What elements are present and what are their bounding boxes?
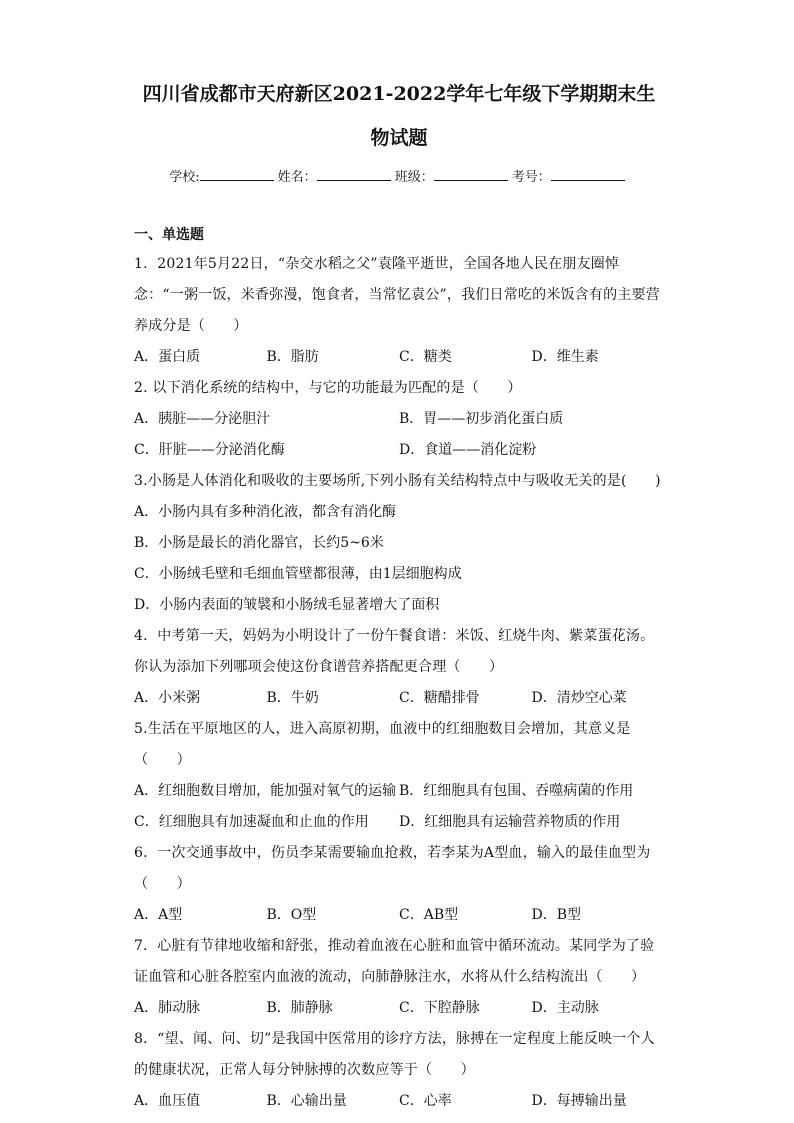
option-b: B．肺静脉 xyxy=(266,1000,333,1016)
options-row xyxy=(134,404,664,435)
option-a: A．A型 xyxy=(134,907,183,923)
question-text: 6．一次交通事故中，伤员李某需要输血抢救，若李某为A型血，输入的最佳血型为（ ） xyxy=(134,845,651,892)
question-5 xyxy=(134,714,664,838)
question-8 xyxy=(134,1024,664,1117)
option-d: D．主动脉 xyxy=(531,1000,599,1016)
options-row xyxy=(134,1086,664,1117)
class-blank xyxy=(434,168,508,181)
question-3 xyxy=(134,466,664,621)
option-a: A．胰脏——分泌胆汁 xyxy=(134,411,271,427)
number-blank xyxy=(551,168,625,181)
name-label: 姓名： xyxy=(277,170,317,185)
option-d: D．清炒空心菜 xyxy=(531,690,627,706)
question-6 xyxy=(134,838,664,931)
question-1 xyxy=(134,249,664,373)
number-label: 考号： xyxy=(511,170,551,185)
question-7 xyxy=(134,931,664,1024)
option-c: C．红细胞具有加速凝血和止血的作用 xyxy=(134,814,369,830)
class-label: 班级： xyxy=(394,170,434,185)
options-row xyxy=(134,776,664,807)
question-text: 4．中考第一天，妈妈为小明设计了一份午餐食谱：米饭、红烧牛肉、紫菜蛋花汤。你认为添加下列哪项会使这份食谱营养搭配更合理（ ） xyxy=(134,628,655,675)
option-d: D．食道——消化淀粉 xyxy=(399,442,537,458)
options-row xyxy=(134,900,664,931)
option-d: D．每搏输出量 xyxy=(531,1093,627,1109)
question-text: 5.生活在平原地区的人，进入高原初期，血液中的红细胞数目会增加，其意义是（ ） xyxy=(134,721,631,768)
option-b: B．脂肪 xyxy=(266,349,319,365)
option-c: C．肝脏——分泌消化酶 xyxy=(134,442,285,458)
option-c: C．心率 xyxy=(399,1093,452,1109)
school-blank xyxy=(200,168,274,181)
question-4 xyxy=(134,621,664,714)
option-a: A．血压值 xyxy=(134,1093,201,1109)
option-a: A．肺动脉 xyxy=(134,1000,201,1016)
school-label: 学校: xyxy=(169,170,200,185)
question-text: 8．“望、闻、问、切”是我国中医常用的诊疗方法，脉搏在一定程度上能反映一个人的健康状况，正常人每分钟脉搏的次数应等于（ ） xyxy=(134,1031,655,1078)
options-row xyxy=(134,993,664,1024)
options-row xyxy=(134,435,664,466)
options-row xyxy=(134,807,664,838)
option-b: B．红细胞具有包围、吞噬病菌的作用 xyxy=(399,783,634,799)
option-c: C．AB型 xyxy=(399,907,459,923)
option-d: D．红细胞具有运输营养物质的作用 xyxy=(399,814,621,830)
question-text: 2. 以下消化系统的结构中，与它的功能最为匹配的是（ ） xyxy=(134,380,522,396)
options-row xyxy=(134,683,664,714)
option-d: D．小肠内表面的皱襞和小肠绒毛显著增大了面积 xyxy=(134,597,440,613)
option-a: A．红细胞数目增加，能加强对氧气的运输 xyxy=(134,783,397,799)
question-text: 7．心脏有节律地收缩和舒张，推动着血液在心脏和血管中循环流动。某同学为了验证血管和心脏各腔室内血液的流动，向肺静脉注水，水将从什么结构流出（ ） xyxy=(134,938,655,985)
option-c: C．糖类 xyxy=(399,349,452,365)
option-a: A．小米粥 xyxy=(134,690,201,706)
option-c: C．下腔静脉 xyxy=(399,1000,480,1016)
option-b: B．心输出量 xyxy=(266,1093,347,1109)
question-text: 1．2021年5月22日，“杂交水稻之父”袁隆平逝世，全国各地人民在朋友圈悼念：“一粥一饭，米香弥漫，饱食者，当常忆袁公”，我们日常吃的米饭含有的主要营养成分是（ ） xyxy=(134,256,660,334)
option-b: B．O型 xyxy=(266,907,317,923)
option-d: D．维生素 xyxy=(531,349,599,365)
option-c: C．小肠绒毛壁和毛细血管壁都很薄，由1层细胞构成 xyxy=(134,566,462,582)
option-c: C．糖醋排骨 xyxy=(399,690,480,706)
option-b: B．小肠是最长的消化器官，长约5~6米 xyxy=(134,535,384,551)
option-b: B．胃——初步消化蛋白质 xyxy=(399,411,564,427)
option-b: B．牛奶 xyxy=(266,690,319,706)
title-line-2: 物试题 xyxy=(370,127,428,149)
option-d: D．B型 xyxy=(531,907,582,923)
question-2 xyxy=(134,373,664,466)
title-line-1: 四川省成都市天府新区2021-2022学年七年级下学期期末生 xyxy=(142,83,656,105)
option-a: A．小肠内具有多种消化液，都含有消化酶 xyxy=(134,504,397,520)
options-row xyxy=(134,342,664,373)
option-a: A．蛋白质 xyxy=(134,349,201,365)
student-info-row xyxy=(134,166,664,185)
section-heading: 一、单选题 xyxy=(134,227,204,243)
name-blank xyxy=(317,168,391,181)
exam-title xyxy=(134,72,664,160)
question-text: 3.小肠是人体消化和吸收的主要场所,下列小肠有关结构特点中与吸收无关的是( ) xyxy=(134,473,661,489)
